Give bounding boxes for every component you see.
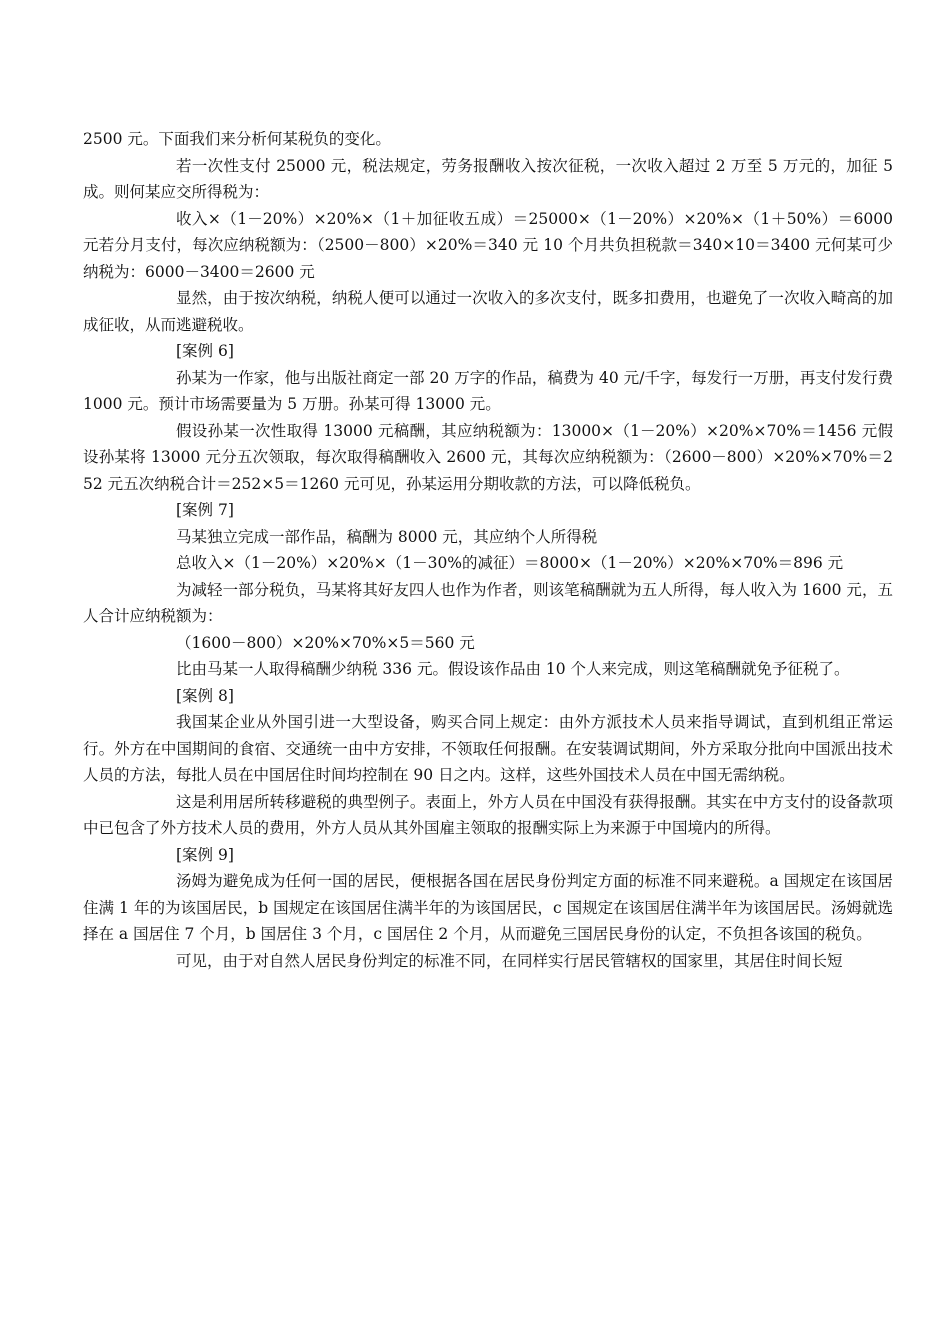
case-7-heading: [案例 7]	[176, 501, 234, 519]
case-8-heading: [案例 8]	[176, 686, 234, 705]
document-page	[83, 126, 893, 974]
case-8-paragraph-1: 我国某企业从外国引进一大型设备，购买合同上规定：由外方派技术人员来指导调试，直到机组正常运行。外方在中国期间的食宿、交通统一由中方安排，不领取任何报酬。在安装调试期间，外方采取分批向中国派出技术人员的方法，每批人员在中国居住时间均控制在 90 日之内。这样，这些外国技术人员在中国无需纳税。	[83, 713, 893, 784]
case-6-paragraph-2: 假设孙某一次性取得 13000 元稿酬，其应纳税额为：13000×（1－20%）×20%×70%＝1456 元假设孙某将 13000 元分五次领取，每次取得稿酬收入 2600 元，其每次应纳税额为：（2600－800）×20%×70%＝252 元五次纳税合计＝252×5＝1260 元可见，孙某运用分期收款的方法，可以降低税负。	[83, 421, 893, 493]
case-7-formula-2: （1600－800）×20%×70%×5＝560 元	[176, 633, 475, 652]
case-7-paragraph-3: 比由马某一人取得稿酬少纳税 336 元。假设该作品由 10 个人来完成，则这笔稿酬就免予征税了。	[176, 660, 850, 678]
case-9-paragraph-1: 汤姆为避免成为任何一国的居民，便根据各国在居民身份判定方面的标准不同来避税。a 国规定在该国居住满 1 年的为该国居民，b 国规定在该国居住满半年的为该国居民，c 国规定在该国居住满半年为该国居民。汤姆就选择在 a 国居住 7 个月，b 国居住 3 个月，c 国居住 2 个月，从而避免三国居民身份的认定，不负担各该国的税负。	[83, 872, 893, 943]
paragraph-continuation: 2500 元。下面我们来分析何某税负的变化。	[83, 130, 391, 148]
case-7-paragraph-2: 为减轻一部分税负，马某将其好友四人也作为作者，则该笔稿酬就为五人所得，每人收入为 1600 元，五人合计应纳税额为：	[83, 580, 893, 625]
case-6-heading: [案例 6]	[176, 342, 234, 360]
paragraph-tax-calculation: 收入×（1－20%）×20%×（1＋加征收五成）＝25000×（1－20%）×20%×（1＋50%）＝6000 元若分月支付，每次应纳税额为：（2500－800）×20%＝340 元 10 个月共负担税款＝340×10＝3400 元何某可少纳税为：6000－3400＝2600 元	[83, 209, 893, 281]
case-9-paragraph-2: 可见，由于对自然人居民身份判定的标准不同，在同样实行居民管辖权的国家里，其居住时间长短	[176, 951, 843, 970]
paragraph-conclusion: 显然，由于按次纳税，纳税人便可以通过一次收入的多次支付，既多扣费用，也避免了一次收入畸高的加成征收，从而逃避税收。	[83, 289, 893, 334]
case-6-paragraph-1: 孙某为一作家，他与出版社商定一部 20 万字的作品，稿费为 40 元/千字，每发行一万册，再支付发行费 1000 元。预计市场需要量为 5 万册。孙某可得 13000 元。	[83, 368, 893, 413]
case-8-paragraph-2: 这是利用居所转移避税的典型例子。表面上，外方人员在中国没有获得报酬。其实在中方支付的设备款项中已包含了外方技术人员的费用，外方人员从其外国雇主领取的报酬实际上为来源于中国境内的所得。	[83, 792, 893, 837]
case-7-paragraph-1: 马某独立完成一部作品，稿酬为 8000 元，其应纳个人所得税	[176, 527, 598, 546]
case-9-heading: [案例 9]	[176, 845, 234, 864]
case-7-formula-1: 总收入×（1－20%）×20%×（1－30%的减征）＝8000×（1－20%）×20%×70%＝896 元	[176, 554, 844, 572]
paragraph-lump-sum-payment: 若一次性支付 25000 元，税法规定，劳务报酬收入按次征税，一次收入超过 2 万至 5 万元的，加征 5 成。则何某应交所得税为：	[83, 156, 893, 201]
